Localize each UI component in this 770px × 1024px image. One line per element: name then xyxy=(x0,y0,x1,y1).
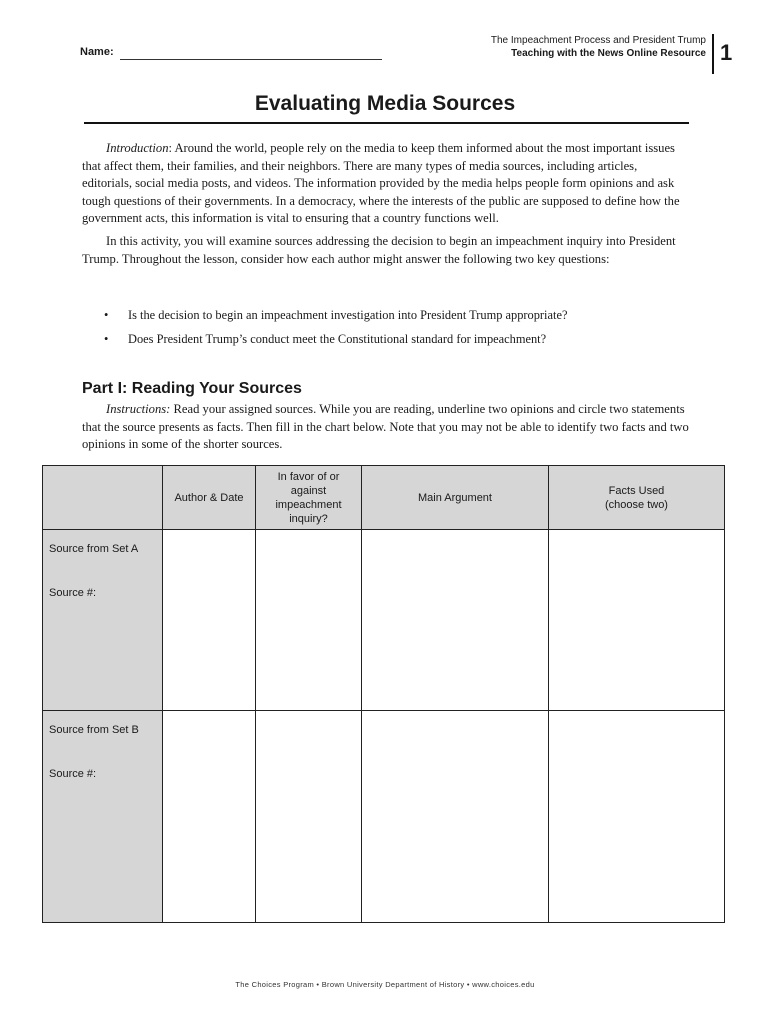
header-main-argument: Main Argument xyxy=(362,466,549,530)
intro-text: : Around the world, people rely on the media to keep them informed about the most important issues that affect them, their families, and their neighbors. There are many types of media sources, including articles, editorials, social media posts, and videos. The information provided by the media helps people form opinions and ask tough questions of their governments. In a democracy, where the interests of the public are supposed to define how the government acts, this information is vital to ensuring that a country functions well. xyxy=(82,141,680,225)
table-row xyxy=(43,711,725,923)
section-title: Part I: Reading Your Sources xyxy=(82,380,302,397)
name-label: Name: xyxy=(80,46,114,58)
facts-used-cell[interactable] xyxy=(549,530,725,711)
main-argument-cell[interactable] xyxy=(362,711,549,923)
source-label: Source from Set A xyxy=(49,543,139,555)
name-field-line[interactable] xyxy=(120,59,382,60)
header-cell-blank xyxy=(43,466,163,530)
header-series-title: The Impeachment Process and President Trump xyxy=(490,35,706,46)
sources-chart xyxy=(42,465,725,923)
header-favor-against: In favor of or against impeachment inquiry? xyxy=(256,466,362,530)
author-date-cell[interactable] xyxy=(163,711,256,923)
instructions-text: Read your assigned sources. While you are reading, underline two opinions and circle two statements that the source presents as facts. Then fill in the chart below. Note that you may not be able to identify two facts and two opinions in some of the shorter sources. xyxy=(82,402,689,451)
header-resource-title: Teaching with the News Online Resource xyxy=(511,48,706,59)
list-item xyxy=(100,332,700,356)
source-label: Source from Set B xyxy=(49,724,139,736)
page-number: 1 xyxy=(720,40,733,65)
header-divider xyxy=(712,34,714,74)
activity-paragraph xyxy=(82,233,690,268)
question-text: Is the decision to begin an impeachment investigation into President Trump appropriate? xyxy=(128,308,568,322)
bullet-icon: • xyxy=(104,308,109,322)
source-number-label: Source #: xyxy=(49,587,97,599)
header-facts-used: Facts Used (choose two) xyxy=(549,466,725,530)
instructions-paragraph xyxy=(82,401,690,454)
page-footer: The Choices Program • Brown University Department of History • www.choices.edu xyxy=(235,980,535,989)
favor-against-cell[interactable] xyxy=(256,530,362,711)
main-argument-cell[interactable] xyxy=(362,530,549,711)
question-text: Does President Trump’s conduct meet the Constitutional standard for impeachment? xyxy=(128,332,547,346)
key-questions-list xyxy=(100,308,700,356)
page-title: Evaluating Media Sources xyxy=(254,92,516,115)
header-author-date: Author & Date xyxy=(163,466,256,530)
row-header-set-a xyxy=(43,530,163,711)
instructions-label: Instructions: xyxy=(106,402,171,416)
header-info xyxy=(491,34,706,60)
activity-text: In this activity, you will examine sources addressing the decision to begin an impeachment inquiry into President Trump. Throughout the lesson, consider how each author might answer the following two key questions: xyxy=(82,234,676,266)
facts-used-cell[interactable] xyxy=(549,711,725,923)
source-number-label: Source #: xyxy=(49,768,97,780)
list-item xyxy=(100,308,700,332)
intro-paragraph xyxy=(82,140,690,228)
bullet-icon: • xyxy=(104,332,109,346)
favor-against-cell[interactable] xyxy=(256,711,362,923)
row-header-set-b xyxy=(43,711,163,923)
title-underline xyxy=(84,122,689,124)
intro-label: Introduction xyxy=(106,141,169,155)
author-date-cell[interactable] xyxy=(163,530,256,711)
table-row xyxy=(43,530,725,711)
